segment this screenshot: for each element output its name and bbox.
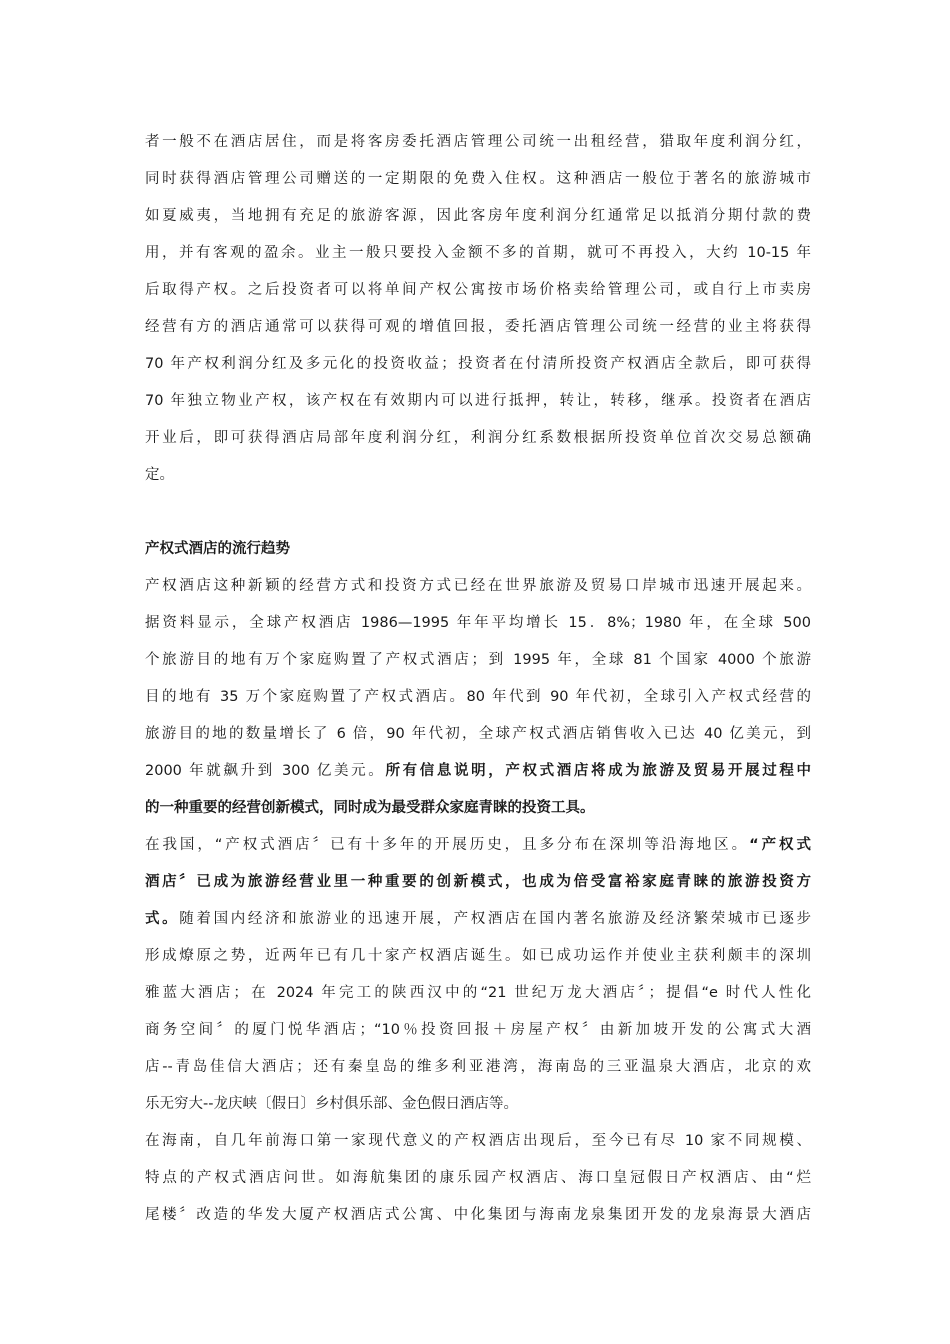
text-line: 者一般不在酒店居住，而是将客房委托酒店管理公司统一出租经营，猎取年度利润分红，: [145, 134, 811, 150]
text-line: [145, 753, 811, 790]
paragraph-global-trend: [145, 568, 811, 827]
text-line: 用，并有客观的盈余。业主一般只要投入金额不多的首期，就可不再投入，大约 10-15 年: [145, 245, 811, 261]
document-body: [145, 124, 811, 1234]
text-line: 70 年产权利润分红及多元化的投资收益；投资者在付清所投资产权酒店全款后，即可获得: [145, 356, 811, 372]
text-line: 经营有方的酒店通常可以获得可观的增值回报，委托酒店管理公司统一经营的业主将获得: [145, 319, 811, 335]
text-line: 开业后，即可获得酒店局部年度利润分红，利润分红系数根据所投资单位首次交易总额确: [145, 430, 811, 446]
text-line: 特点的产权式酒店问世。如海航集团的康乐园产权酒店、海口皇冠假日产权酒店、由“烂: [145, 1170, 811, 1186]
text-line: 产权酒店这种新颖的经营方式和投资方式已经在世界旅游及贸易口岸城市迅速开展起来。: [145, 578, 811, 594]
text-line: 店--青岛佳信大酒店；还有秦皇岛的维多利亚港湾，海南岛的三亚温泉大酒店，北京的欢: [145, 1059, 811, 1075]
text-line: 在海南，自几年前海口第一家现代意义的产权酒店出现后，至今已有尽 10 家不同规模、: [145, 1133, 811, 1149]
text-line: 同时获得酒店管理公司赠送的一定期限的免费入住权。这种酒店一般位于著名的旅游城市: [145, 171, 811, 187]
text-line: 商务空间〞的厦门悦华酒店；“10％投资回报＋房屋产权〞由新加坡开发的公寓式大酒: [145, 1022, 811, 1038]
paragraph-hainan: [145, 1123, 811, 1234]
text-run: 2000 年就飙升到 300 亿美元。: [145, 763, 386, 779]
paragraph-china: [145, 827, 811, 1123]
bold-text-line: 酒店〞已成为旅游经营业里一种重要的创新模式，也成为倍受富裕家庭青睐的旅游投资方: [145, 874, 811, 890]
bold-text-line: 的一种重要的经营创新模式，同时成为最受群众家庭青睐的投资工具。: [145, 800, 595, 816]
text-line: [145, 827, 811, 864]
text-line: 乐无穷大--龙庆峡〔假日〕乡村俱乐部、金色假日酒店等。: [145, 1096, 518, 1112]
bold-text-run: “产权式: [749, 837, 812, 853]
text-line: 如夏威夷，当地拥有充足的旅游客源，因此客房年度利润分红通常足以抵消分期付款的费: [145, 208, 811, 224]
bold-text-run: 式。: [145, 911, 180, 927]
text-line: 目的地有 35 万个家庭购置了产权式酒店。80 年代到 90 年代初，全球引入产权式经营的: [145, 689, 811, 705]
text-line: 定。: [145, 467, 174, 483]
section-heading: 产权式酒店的流行趋势: [145, 541, 290, 557]
text-line: 后取得产权。之后投资者可以将单间产权公寓按市场价格卖给管理公司，或自行上市卖房: [145, 282, 811, 298]
text-run: 在我国，“产权式酒店〞已有十多年的开展历史，且多分布在深圳等沿海地区。: [145, 837, 750, 853]
text-line: 70 年独立物业产权，该产权在有效期内可以进行抵押，转让，转移，继承。投资者在酒店: [145, 393, 811, 409]
text-line: 个旅游目的地有万个家庭购置了产权式酒店；到 1995 年，全球 81 个国家 4000 个旅游: [145, 652, 811, 668]
text-run: 随着国内经济和旅游业的迅速开展，产权酒店在国内著名旅游及经济繁荣城市已逐步: [179, 911, 812, 927]
text-line: 据资料显示，全球产权酒店 1986—1995 年年平均增长 15．8%；1980 年，在全球 500: [145, 615, 811, 631]
paragraph-spacer: [145, 494, 811, 531]
text-line: 旅游目的地的数量增长了 6 倍，90 年代初，全球产权式酒店销售收入已达 40 亿美元，到: [145, 726, 811, 742]
text-line: 雅蓝大酒店；在 2024 年完工的陕西汉中的“21 世纪万龙大酒店〞；提倡“e 时代人性化: [145, 985, 811, 1001]
text-line: [145, 901, 811, 938]
paragraph-hotel-ownership: [145, 124, 811, 494]
text-line: 尾楼〞改造的华发大厦产权酒店式公寓、中化集团与海南龙泉集团开发的龙泉海景大酒店: [145, 1207, 811, 1223]
text-line: 形成燎原之势，近两年已有几十家产权酒店诞生。如已成功运作并使业主获利颇丰的深圳: [145, 948, 811, 964]
bold-text-run: 所有信息说明，产权式酒店将成为旅游及贸易开展过程中: [385, 763, 811, 779]
